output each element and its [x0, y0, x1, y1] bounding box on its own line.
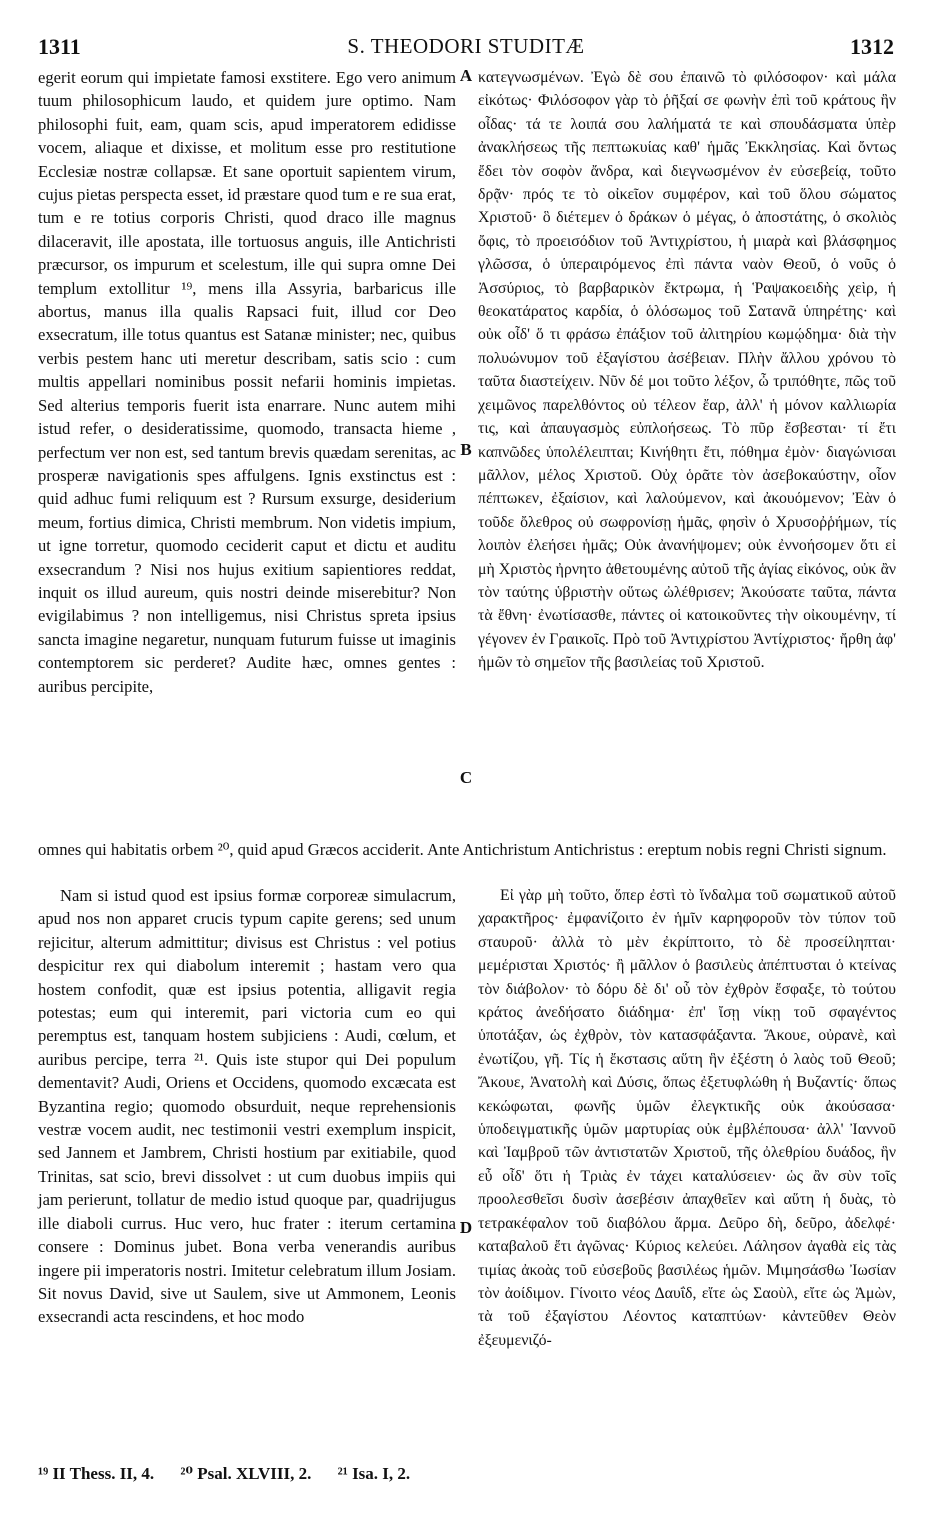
- latin-full-width-line: [38, 838, 896, 861]
- greek-paragraph-1: κατεγνωσμένων. Ἐγὼ δὲ σου ἐπαινῶ τὸ φιλόσοφον· καὶ μάλα εἰκότως· Φιλόσοφον γὰρ τὸ ῥῆξαί σε φωνὴν ἐπὶ τοῦ κράτους ἣν οἶδας· τά τε λοιπά σου λαλήματά τε καὶ σπουδάσματα ὑπὲρ ἀνακλήσεως τῆς πεπτωκυίας καθ' ἡμᾶς Ἐκκλησίας. Καὶ ὄντως ἔδει τὸν σοφὸν ἄνδρα, καὶ διεγνωσμένον ἐν εὐσεβείᾳ, τοῦτο δρᾷν· πρός τε τὸ οἰκεῖον συμφέρον, καὶ τοῦ ὅλου σώματος Χριστοῦ· ὃ διέτεμεν ὁ δράκων ὁ μέγας, ὁ ἀποστάτης, ὁ σκολιὸς ὄφις, τὸ προεισόδιον τοῦ Ἀντιχρίστου, ἡ μιαρὰ καὶ βλάσφημος γλῶσσα, ὁ ὑπεραιρόμενος ἐπὶ πάντα ναὸν Θεοῦ, ὁ νοῦς ὁ Ἀσσύριος, τὸ βαρβαρικὸν ἔκτρωμα, ἡ Ῥαψακοειδὴς χεὶρ, ἡ θεοκατάρατος καρδία, ὁ ὁλόσωμος τοῦ Σατανᾶ ὑπηρέτης· καὶ οὐκ οἶδ' ὅ τι φράσω ἐπάξιον τοῦ ἀλιτηρίου κωμῴδημα· διὰ τὴν πολυώνυμον τοῦ ἐξαγίστου ἀσέβειαν. Πλὴν ἄλλου χρόνου τὸ ταῦτα διαστείχειν. Νῦν δέ μοι τοῦτο λέξον, ὦ τριπόθητε, πῶς τοῦ χειμῶνος παρελθόντος οὐ τέλεον ἔαρ, ἀλλ' ἡ μόνον καλλιωρία τις, καὶ ἀπαυγασμὸς εὐπλοήσεως. Τὸ πῦρ ἔσβεσται· τί ἔτι καπνῶδες ὑπολέλειπται; Κινήθητι ἔτι, πόθημα ἐμὸν· διαγώνισαι μᾶλλον, μέλος Χριστοῦ. Οὐχ ὁρᾶτε τὸν ἀσεβοκαύστην, οἷον πέπτωκεν, ἐξαίσιον, καὶ λαλούμενον, καὶ ἀκουόμενον; Ἐὰν ὁ τοῦδε ὄλεθρος οὐ σωφρονίσῃ ἡμᾶς, φησὶν ὁ Χρυσοῤῥήμων, τίς λοιπὸν ἐλεήσει ἡμᾶς; Οὐκ ἀνανήψομεν; οὐκ ἐννοήσομεν ὅτι εἰ μὴ Χριστὸς ἠρνητο ἀθετουμένης αὐτοῦ τῆς ἁγίας εἰκόνος, οὐκ ἂν τὸν ταύτης ὑβριστὴν οὕτως ὠλέθρισεν; Ἀκούσατε ταῦτα, πάντα τὰ ἔθνη· ἐνωτίσασθε, πάντες οἱ κατοικοῦντες τὴν οἰκουμένην, τί γέγονεν ἐν Γραικοῖς. Πρὸ τοῦ Ἀντιχρίστου Ἀντίχριστος· ἤρθη ἀφ' ἡμῶν τὸ σημεῖον τῆς βασιλείας τοῦ Χριστοῦ.: [478, 69, 896, 672]
- footnote-19: ¹⁹ II Thess. II, 4.: [38, 1464, 155, 1483]
- margin-marker-d: D: [459, 1218, 473, 1237]
- greek-paragraph-2: Εἰ γὰρ μὴ τοῦτο, ὅπερ ἐστὶ τὸ ἴνδαλμα τοῦ σωματικοῦ αὐτοῦ χαρακτῆρος· ἐμφανίζοιτο ἐν ἡμῖν καρηφοροῦν τὸν τύπον τοῦ σταυροῦ· ἀλλὰ τὸ μὲν ἐκρίπτοιτο, τὸ δὲ προσείληπται· μεμέρισται Χριστός· ἢ μᾶλλον ὁ βασιλεὺς ἀπέπτυσται ὁ κτείνας τὸν διάβολον· τὸ δόρυ δὲ δι' οὗ τὸν ἐχθρὸν ἔσφαξε, τὸ τούτου κράτος ἀνεδήσατο διάδημα· ἐπ' ἴσῃ νίκῃ τοῦ σφαγέντος ὑποτάξαν, ὡς ἐχθρὸν, τὸν κατασφάξαντα. Ἄκουε, οὐρανὲ, καὶ ἐνωτίζου, γῆ. Τίς ἡ ἔκστασις αὕτη ἣν ἐξέστη ὁ λαὸς τοῦ Θεοῦ; Ἄκουε, Ἀνατολὴ καὶ Δύσις, ὅπως ἐξετυφλώθη ἡ Βυζαντίς· ὅπως κεκώφωται, φωνῆς ὑμῶν ἐλεγκτικῆς οὐκ ἀκούσασα· ὑποδειγματικῆς ὑμῶν μαρτυρίας οὐκ ἐμβλέπουσα· ἀλλ' Ἰαννοῦ καὶ Ἰαμβροῦ τῶν ἀντιστατῶν Χριστοῦ, τῆς ὀλεθρίου δυάδος, ἣν εὖ οἶδ' ὅτι ἡ Τριὰς ἐν τάχει καταλύσειεν· ὡς ἂν σὺν τοῖς προολεσθεῖσι δυσὶν ἀσεβέσιν ἀπαχθεῖεν καὶ αὕτη ἡ δυὰς, τὸ τετρακέφαλον τοῦ διαβόλου ἅρμα. Δεῦρο δὴ, δεῦρο, ἀδελφέ· καταβαλοῦ ἔτι ἀγῶνας· Κύριος κελεύει. Λάλησον ἀγαθὰ εἰς τὰς τιμίας ἀκοὰς τοῦ εὐσεβοῦς βασιλέως ἡμῶν. Μιμησάσθω Ἰωσίαν τὸν ἀοίδιμον. Γίνοιτο νέος Δαυΐδ, εἴτε ὡς Σαοὺλ, εἴτε ὡς Ἀμὼν, τὰ τοῦ ἐξαγίστου Λέοντος καταπτύων· κἀντεῦθεν Θεὸν ἐξευμενιζό-: [478, 887, 896, 1349]
- greek-column-bottom: [478, 884, 896, 1352]
- page-number-left: 1311: [38, 34, 81, 59]
- page-number-right: 1312: [850, 34, 894, 59]
- greek-column-top: [478, 66, 896, 675]
- latin-paragraph-1: egerit eorum qui impietate famosi exstitere. Ego vero animum tuum philosophicum laudo, et quidem jure optimo. Nam philosophi fuit, eam, quam scis, apud imperatorem edidisse vocem, aliaque et dixisse, et molitum esse pro restitutione Ecclesiæ nostræ collapsæ. Et sane oportuit sapientem virum, cujus pietas perspecta esset, id præstare quod tum e re sua erat, tum e re totius corporis Christi, quod draco ille magnus dilaceravit, ille apostata, ille tortuosus anguis, ille Antichristi præcursor, os impurum et scelestum, ille qui supra omne Dei templum extollitur ¹⁹, mens illa Assyria, barbaricus ille abortus, manus illa qualis Rapsaci fuit, illud cor Deo exsecratum, ille totus quantus est Satanæ minister; nec, quibus verbis pestem hanc uti meretur describam, satis scio : cum multis appellari nominibus possit nefarii hominis impietas. Sed alterius temporis fuerit ista enarrare. Nunc autem mihi istud refer, o desideratissime, quomodo, transacta hieme , perfectum ver non est, sed tantum brevis quædam serenitas, ac prosperæ navigationis spes affulgens. Ignis exstinctus est : quid adhuc fumi reliquum est ? Rursum exsurge, desiderium meum, fortius dimica, Christi membrum. Non videtis impium, ut igne torretur, quomodo ceciderit caput et dictu et auditu exsecrandum ? Nisi nos hujus exitium sapientiores reddat, inquit os illud aureum, quis nostri deinde miserebitur? Non evigilabimus ? non intelligemus, nisi Christus spreta ipsius sancta imagine negaretur, nunquam futurum fuisse ut imaginis contemptorem sic perderet? Audite hæc, omnes gentes : auribus percipite,: [38, 68, 456, 696]
- footnote-20: ²⁰ Psal. XLVIII, 2.: [180, 1464, 312, 1483]
- footnotes: [38, 1464, 432, 1484]
- running-title: S. THEODORI STUDITÆ: [347, 34, 585, 58]
- margin-marker-a: A: [459, 66, 473, 85]
- page-header: [38, 34, 894, 64]
- footnote-21: ²¹ Isa. I, 2.: [337, 1464, 411, 1483]
- latin-continuation: omnes qui habitatis orbem ²⁰, quid apud Græcos acciderit. Ante Antichristum Antichristus : ereptum nobis regni Christi signum.: [38, 840, 887, 859]
- latin-column-bottom: [38, 884, 456, 1329]
- latin-paragraph-2: Nam si istud quod est ipsius formæ corporeæ simulacrum, apud nos non apparet crucis typum capite gerens; sed unum rejicitur, alterum admittitur; divisus est Christus : vel potius despicitur rex qui diabolum interemit ; hastam vero qua hostem confodit, quæ est ipsius potentia, alligavit regia potestas; eum qui interemit, pari victoria cum eo qui peremptus est, tanquam hostem subjiciens : Audi, cœlum, et auribus percipe, terra ²¹. Quis iste stupor qui Dei populum dementavit? Audi, Oriens et Occidens, quomodo excæcata est Byzantina regio; quomodo obsurduit, neque reprehensionis vestræ vocem audit, nec testimonii vestri exemplum inspicit, sed Jannem et Jambrem, Christi hostium par exitiabile, quod Trinitas, sat scio, brevi dissolvet : ut cum duobus impiis qui jam perierunt, tollatur de medio istud quoque par, quadrijugus ille diaboli currus. Huc vero, huc frater : iterum certamina consere : Dominus jubet. Bona verba venerandis auribus ingere pii imperatoris nostri. Imitetur celebratum illum Josiam. Sit novus David, sive ut Saulem, sive ut Ammonem, Leonis exsecrandi acta rescindens, et hoc modo: [38, 886, 456, 1327]
- margin-marker-b: B: [460, 440, 472, 459]
- latin-column-top: [38, 66, 456, 698]
- margin-marker-c: C: [459, 768, 473, 787]
